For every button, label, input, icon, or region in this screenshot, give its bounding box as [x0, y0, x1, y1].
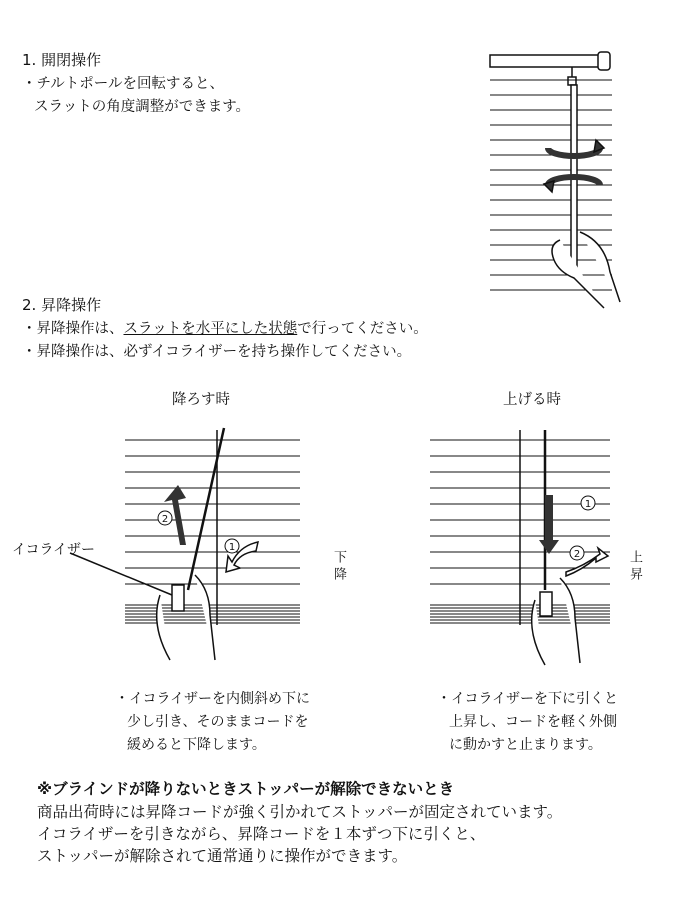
tilt-pole-illustration [490, 52, 620, 308]
note-line: 商品出荷時には昇降コードが強く引かれてストッパーが固定されています。 [37, 803, 563, 821]
raising-cord-illustration [520, 430, 608, 665]
text: で行ってください。 [297, 321, 428, 337]
raising-step2: 2 [573, 549, 581, 560]
raising-direction: 上昇 [627, 550, 642, 584]
section1-heading: 1. 開閉操作 [22, 51, 102, 69]
raising-desc: 上昇し、コードを軽く外側 [449, 714, 617, 730]
underlined-text: スラットを水平にした状態 [123, 321, 298, 337]
lowering-desc: 緩めると下降します。 [127, 737, 266, 753]
lowering-direction: 下降 [331, 550, 346, 584]
lowering-desc: ・イコライザーを内側斜め下に [115, 691, 311, 707]
step-markers [158, 496, 595, 560]
lowering-blind-illustration [125, 440, 300, 623]
raising-title: 上げる時 [503, 392, 561, 408]
note-line: ストッパーが解除されて通常通りに操作ができます。 [37, 847, 408, 865]
raising-desc: ・イコライザーを下に引くと [437, 691, 619, 707]
text: ・昇降操作は、 [22, 321, 124, 337]
lowering-title: 降ろす時 [172, 392, 230, 408]
section2-line1 [22, 322, 428, 337]
section2-heading: 2. 昇降操作 [22, 296, 102, 314]
lowering-step2: 2 [161, 514, 169, 525]
lowering-desc: 少し引き、そのままコードを [127, 714, 309, 730]
lowering-step1: 1 [228, 542, 236, 553]
equalizer-label: イコライザー [12, 542, 96, 558]
section1-line: スラットの角度調整ができます。 [34, 99, 251, 115]
raising-step1: 1 [584, 499, 592, 510]
note-line: イコライザーを引きながら、昇降コードを１本ずつ下に引くと、 [37, 825, 486, 843]
note-title: ※ブラインドが降りないときストッパーが解除できないとき [37, 780, 455, 798]
section2-line2: ・昇降操作は、必ずイコライザーを持ち操作してください。 [22, 344, 412, 360]
raising-desc: に動かすと止まります。 [449, 737, 602, 753]
section1-line: ・チルトポールを回転すると、 [22, 76, 224, 92]
